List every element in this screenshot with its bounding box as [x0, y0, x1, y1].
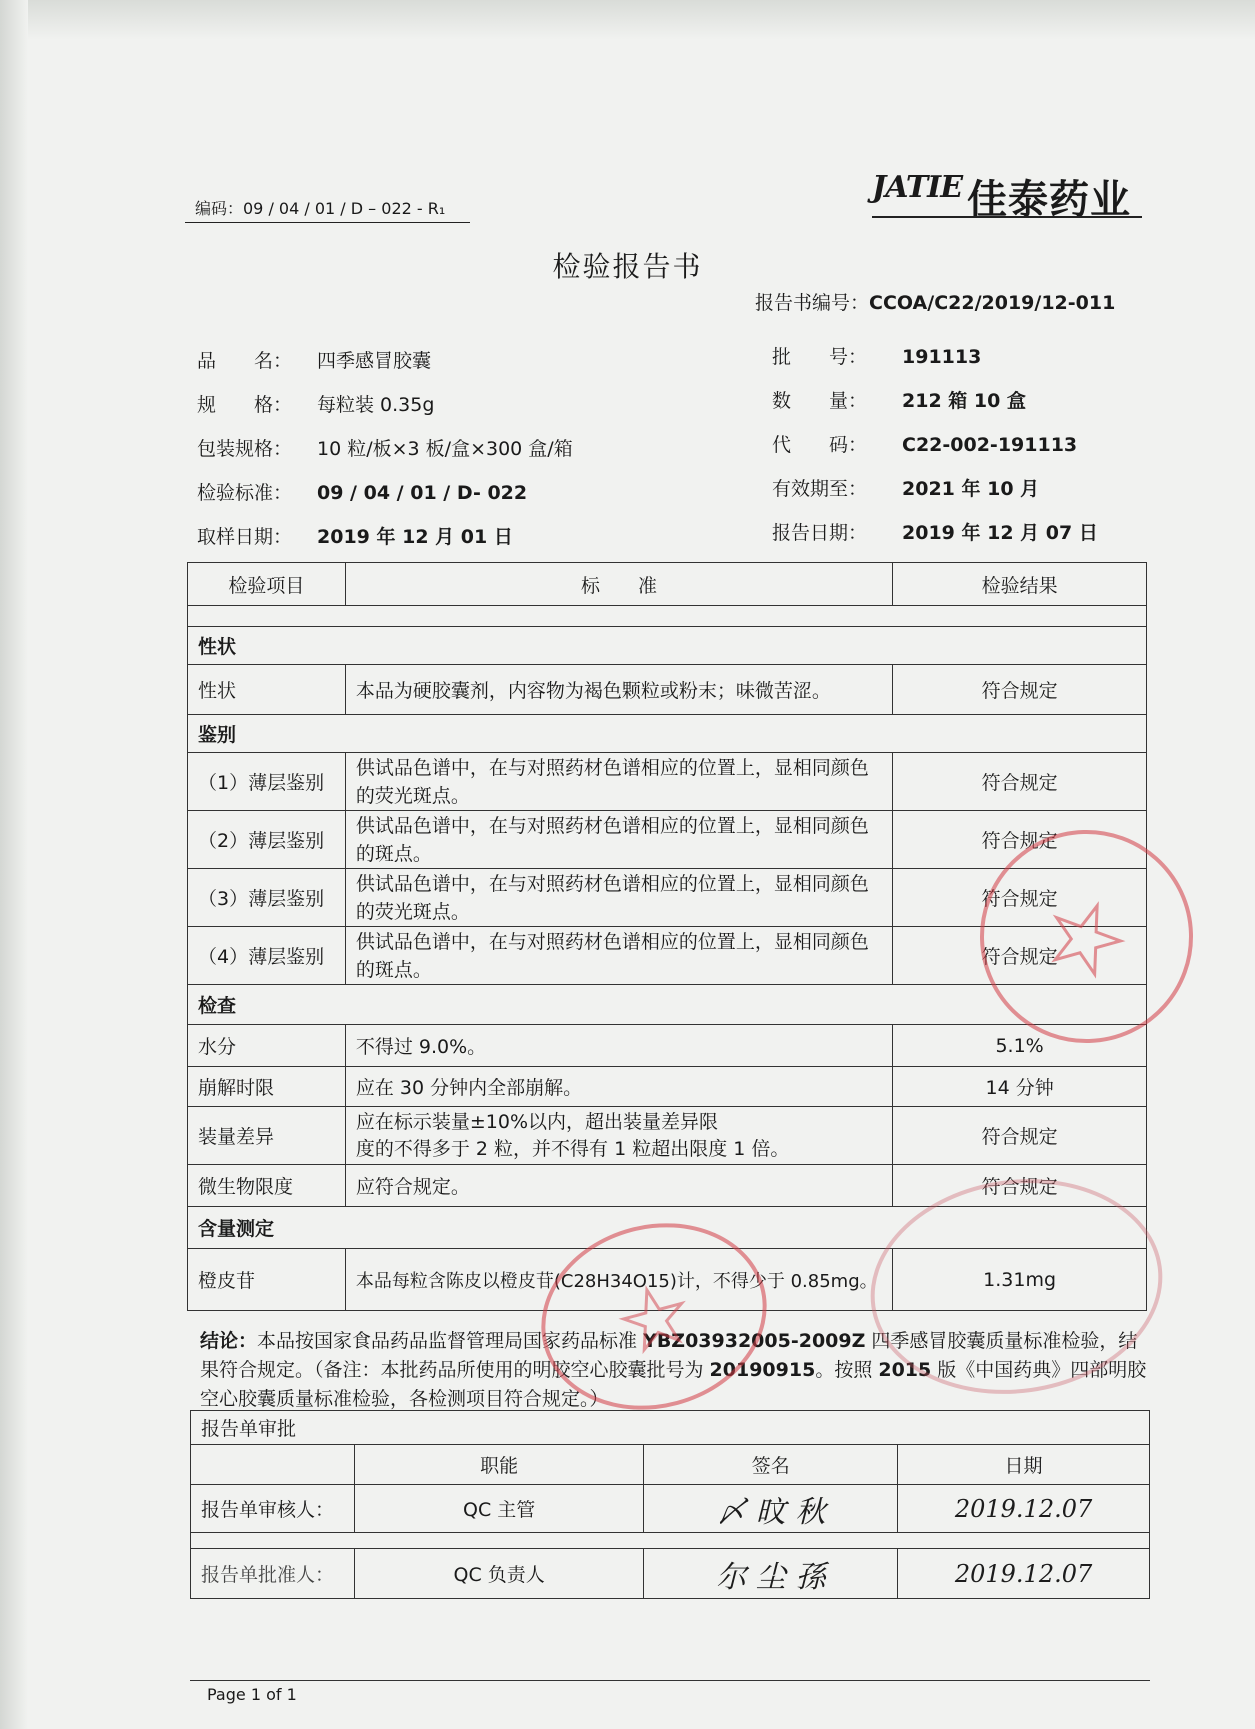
row-item: 橙皮苷 [188, 1249, 346, 1311]
row-standard [345, 1107, 892, 1165]
row-result: 符合规定 [893, 753, 1147, 811]
info-value: 09 / 04 / 01 / D- 022 [317, 482, 528, 504]
row-item: （2）薄层鉴别 [188, 811, 346, 869]
info-label: 品 名： [197, 350, 293, 372]
info-value: C22-002-191113 [902, 434, 1078, 456]
row-result: 符合规定 [893, 927, 1147, 985]
col-role: 职能 [354, 1445, 644, 1485]
approver-date [898, 1549, 1150, 1599]
info-label: 批 号： [772, 346, 868, 368]
row-result: 符合规定 [893, 1165, 1147, 1207]
logo-latin: JATIE [872, 170, 963, 205]
row-standard: 不得过 9.0%。 [345, 1025, 892, 1067]
info-label: 代 码： [772, 434, 868, 456]
info-sampling-date [197, 522, 513, 549]
reviewer-label: 报告单审核人： [191, 1485, 355, 1533]
approval-header: 报告单审批 [191, 1411, 1150, 1445]
header-standard: 标 准 [345, 563, 892, 606]
company-logo [872, 168, 1142, 223]
info-value: 每粒装 0.35g [317, 394, 435, 416]
section-assay: 含量测定 [188, 1207, 1147, 1249]
row-result: 14 分钟 [893, 1067, 1147, 1107]
info-expiry [772, 474, 1039, 501]
row-item: （3）薄层鉴别 [188, 869, 346, 927]
approver-role: QC 负责人 [354, 1549, 644, 1599]
row-item: 崩解时限 [188, 1067, 346, 1107]
info-value: 四季感冒胶囊 [317, 350, 432, 372]
row-item: 微生物限度 [188, 1165, 346, 1207]
row-standard: 本品为硬胶囊剂，内容物为褐色颗粒或粉末；味微苦涩。 [345, 665, 892, 715]
info-product-name [197, 346, 431, 373]
approval-columns-row [191, 1445, 1150, 1485]
row-item: 性状 [188, 665, 346, 715]
row-standard: 供试品色谱中，在与对照药材色谱相应的位置上，显相同颜色的斑点。 [345, 811, 892, 869]
page-number: Page 1 of 1 [207, 1685, 297, 1704]
approver-row [191, 1549, 1150, 1599]
conclusion-text: 。按照 [815, 1359, 879, 1381]
info-label: 报告日期： [772, 522, 868, 544]
col-date: 日期 [898, 1445, 1150, 1485]
row-result: 5.1% [893, 1025, 1147, 1067]
document-code: 编码：09 / 04 / 01 / D – 022 - R₁ [195, 199, 446, 218]
info-label: 数 量： [772, 390, 868, 412]
info-label: 规 格： [197, 394, 293, 416]
approver-label: 报告单批准人： [191, 1549, 355, 1599]
table-row [188, 1025, 1147, 1067]
section-appearance: 性状 [188, 627, 1147, 665]
footer-divider [190, 1680, 1150, 1681]
info-value: 2021 年 10 月 [902, 478, 1040, 500]
logo-chinese: 佳泰药业 [967, 177, 1131, 223]
report-number-value: CCOA/C22/2019/12-011 [869, 292, 1116, 314]
row-item: 装量差异 [188, 1107, 346, 1165]
row-item: （1）薄层鉴别 [188, 753, 346, 811]
row-result: 符合规定 [893, 811, 1147, 869]
info-value: 191113 [902, 346, 982, 368]
info-value: 2019 年 12 月 01 日 [317, 526, 513, 548]
report-title: 检验报告书 [552, 250, 703, 283]
approver-signature [644, 1549, 898, 1599]
reviewer-row [191, 1485, 1150, 1533]
table-row [188, 665, 1147, 715]
blank-row [188, 606, 1147, 627]
scan-shadow-top [0, 0, 1255, 40]
info-label: 取样日期： [197, 526, 293, 548]
report-number-label: 报告书编号： [755, 292, 870, 314]
info-label: 检验标准： [197, 482, 293, 504]
conclusion-year: 2015 [878, 1359, 932, 1381]
table-row [188, 753, 1147, 811]
handwritten-signature: 〆 旼 秋 [716, 1494, 826, 1530]
table-row [188, 811, 1147, 869]
row-result: 符合规定 [893, 869, 1147, 927]
reviewer-date [898, 1485, 1150, 1533]
info-quantity [772, 386, 1026, 413]
row-result: 1.31mg [893, 1249, 1147, 1311]
row-standard: 供试品色谱中，在与对照药材色谱相应的位置上，显相同颜色的荧光斑点。 [345, 753, 892, 811]
info-report-date [772, 518, 1098, 545]
conclusion-text: 版《中国药典》四部明胶空心胶囊质量标准检验，各检测项目符合规定。） [200, 1359, 1147, 1410]
info-value: 2019 年 12 月 07 日 [902, 522, 1098, 544]
row-standard: 应在 30 分钟内全部崩解。 [345, 1067, 892, 1107]
section-inspection: 检查 [188, 985, 1147, 1025]
row-standard: 本品每粒含陈皮以橙皮苷(C28H34O15)计，不得少于 0.85mg。 [345, 1249, 892, 1311]
approval-table [190, 1410, 1150, 1599]
col-sign: 签名 [644, 1445, 898, 1485]
info-label: 包装规格： [197, 438, 293, 460]
info-standard [197, 478, 527, 505]
code-underline [185, 222, 470, 223]
reviewer-signature [644, 1485, 898, 1533]
info-spec [197, 390, 434, 417]
info-batch-no [772, 342, 981, 369]
info-packaging [197, 434, 573, 461]
report-number [755, 288, 1115, 315]
row-standard: 供试品色谱中，在与对照药材色谱相应的位置上，显相同颜色的荧光斑点。 [345, 869, 892, 927]
approval-header-row [191, 1411, 1150, 1445]
blank-row [191, 1533, 1150, 1549]
info-code [772, 430, 1077, 457]
handwritten-signature: 尔 尘 孫 [716, 1559, 826, 1595]
row-result: 符合规定 [893, 1107, 1147, 1165]
conclusion-batch: 20190915 [709, 1359, 816, 1381]
row-standard-line: 应在标示装量±10%以内，超出装量差异限 [355, 1110, 719, 1133]
row-result: 符合规定 [893, 665, 1147, 715]
table-row [188, 1067, 1147, 1107]
logo-underline [872, 216, 1142, 218]
row-item: （4）薄层鉴别 [188, 927, 346, 985]
row-standard: 应符合规定。 [345, 1165, 892, 1207]
table-header-row [188, 563, 1147, 606]
row-item: 水分 [188, 1025, 346, 1067]
row-standard: 供试品色谱中，在与对照药材色谱相应的位置上，显相同颜色的斑点。 [345, 927, 892, 985]
info-label: 有效期至： [772, 478, 868, 500]
row-standard-line: 度的不得多于 2 粒，并不得有 1 粒超出限度 1 倍。 [355, 1137, 790, 1160]
conclusion-text: 本品按国家食品药品监督管理局国家药品标准 [257, 1330, 644, 1352]
header-item: 检验项目 [188, 563, 346, 606]
info-value: 212 箱 10 盒 [902, 390, 1026, 412]
conclusion-lead: 结论： [200, 1330, 258, 1352]
reviewer-role: QC 主管 [354, 1485, 644, 1533]
handwritten-date: 2019.12.07 [954, 1559, 1093, 1588]
conclusion-text: 四季感冒胶囊质量标准检验，结果符合规定。（备注：本批药品所使用的明胶空心胶囊批号为 [200, 1330, 1138, 1381]
header-result: 检验结果 [893, 563, 1147, 606]
table-row [188, 1107, 1147, 1165]
info-value: 10 粒/板×3 板/盒×300 盒/箱 [317, 438, 573, 460]
conclusion-standard: YBZ03932005-2009Z [643, 1330, 866, 1352]
handwritten-date: 2019.12.07 [954, 1494, 1093, 1523]
section-identification: 鉴别 [188, 715, 1147, 753]
